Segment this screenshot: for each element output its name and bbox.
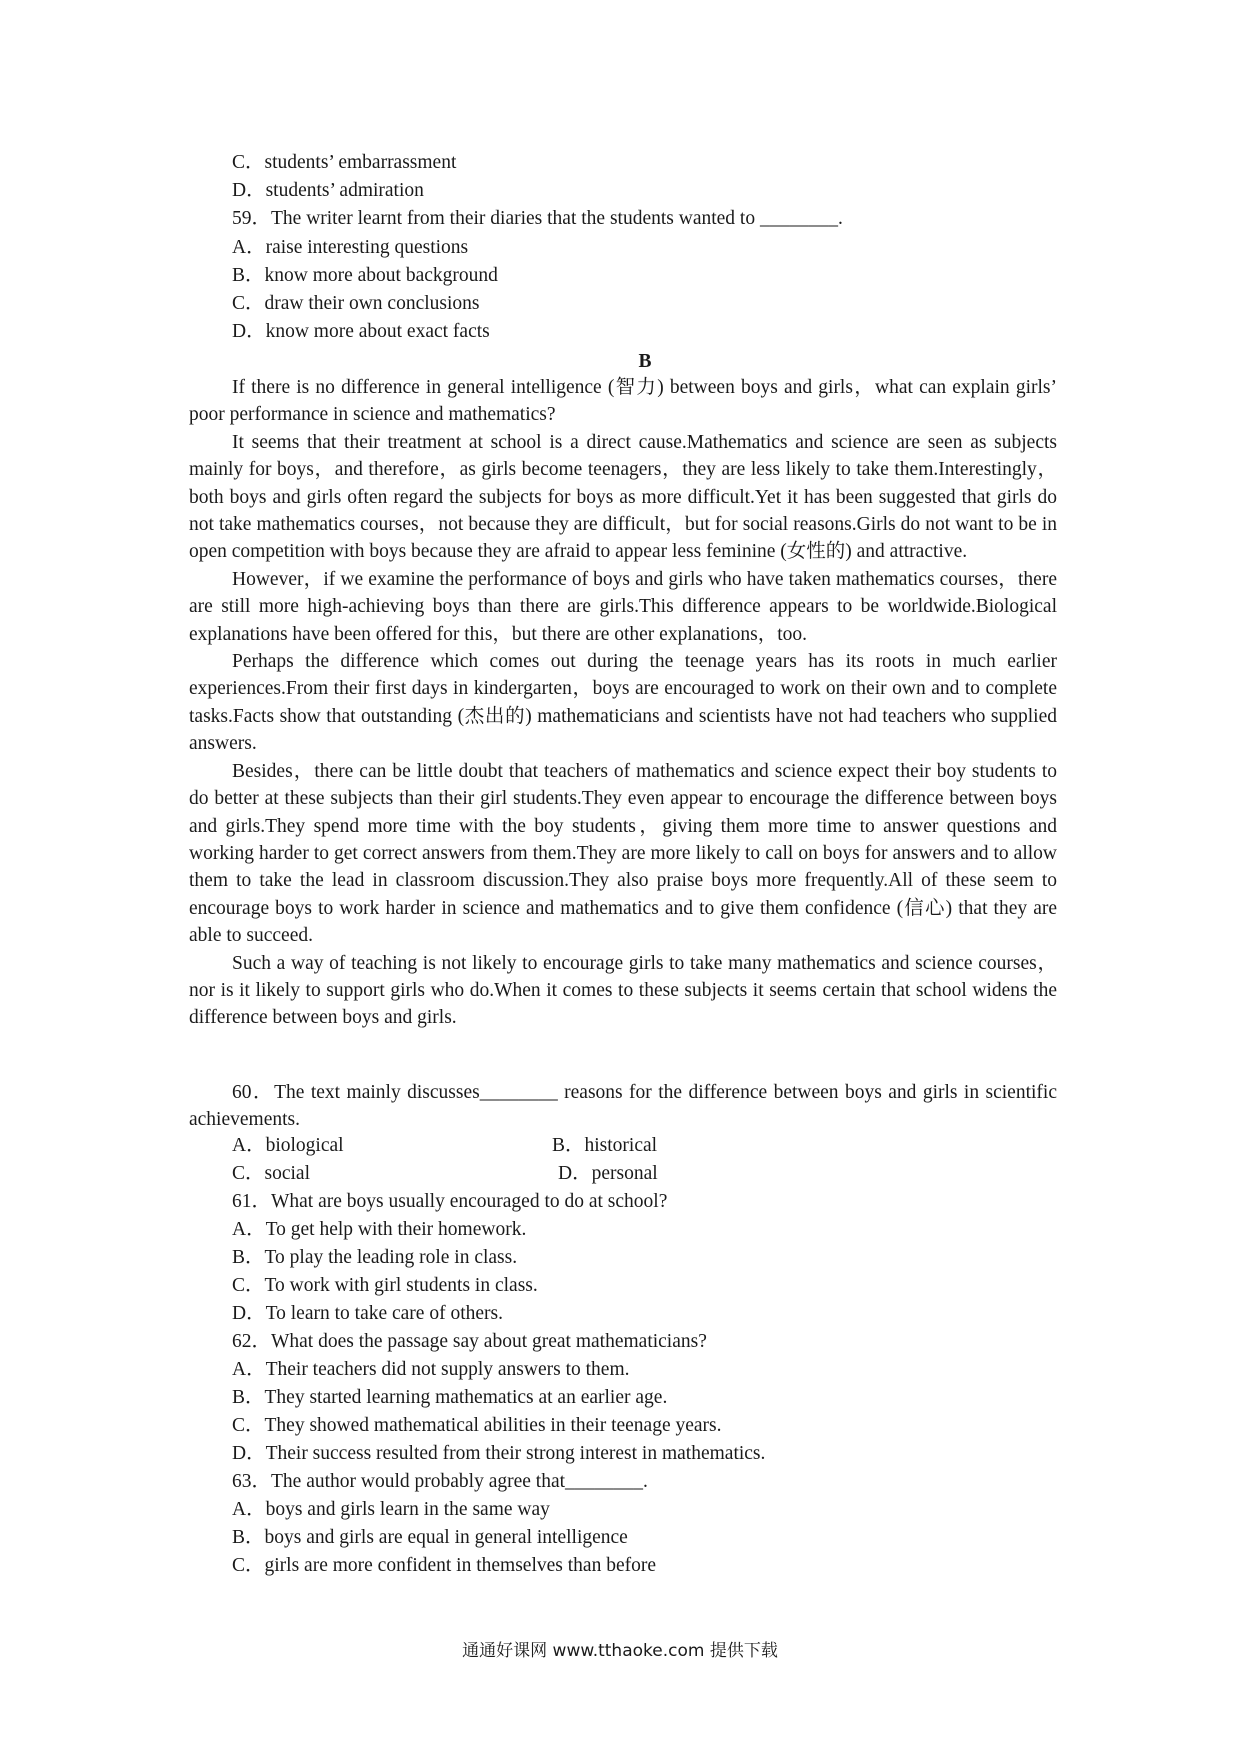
q63-option-b: B．boys and girls are equal in general intelligence <box>232 1527 628 1548</box>
q60-option-b: B．historical <box>552 1135 658 1156</box>
paragraph-6: Such a way of teaching is not likely to encourage girls to take many mathematics and science courses，nor is it likely to support girls who do.When it comes to these subjects it seems certain that school widens the difference between boys and girls. <box>189 952 1057 1029</box>
q61-option-c: C．To work with girl students in class. <box>232 1275 538 1296</box>
q62-option-b: B．They started learning mathematics at an earlier age. <box>232 1387 668 1408</box>
q61-stem: 61．What are boys usually encouraged to do at school? <box>232 1191 668 1212</box>
q61-option-b: B．To play the leading role in class. <box>232 1247 518 1268</box>
q60-stem: 60．The text mainly discusses________ reasons for the difference between boys and girls in scientific achievements. <box>189 1082 1057 1131</box>
q63-stem: 63．The author would probably agree that________. <box>232 1471 648 1492</box>
q62-option-a: A．Their teachers did not supply answers to them. <box>232 1359 630 1380</box>
paragraph-1: If there is no difference in general intelligence (智力) between boys and girls，what can explain girls’ poor performance in science and mathematics? <box>189 377 1057 426</box>
q62-option-c: C．They showed mathematical abilities in their teenage years. <box>232 1415 722 1436</box>
q61-option-a: A．To get help with their homework. <box>232 1219 527 1240</box>
q59-option-a: A．raise interesting questions <box>232 237 469 258</box>
q59-stem: 59．The writer learnt from their diaries that the students wanted to ________. <box>232 208 843 229</box>
q61-option-d: D．To learn to take care of others. <box>232 1303 503 1324</box>
q59-option-c: C．draw their own conclusions <box>232 293 480 314</box>
q62-stem: 62．What does the passage say about great mathematicians? <box>232 1331 707 1352</box>
section-label: B <box>638 351 652 372</box>
paragraph-3: However，if we examine the performance of boys and girls who have taken mathematics courses，there are still more high-achieving boys than there are girls.This difference appears to be worldwide.Biological explanations have been offered for this，but there are other explanations，too. <box>189 568 1057 645</box>
prev-option-c: C．students’ embarrassment <box>232 152 457 173</box>
paragraph-2: It seems that their treatment at school is a direct cause.Mathematics and science are seen as subjects mainly for boys，and therefore，as girls become teenagers，they are less likely to take them.Interestingly，both boys and girls often regard the subjects for boys as more difficult.Yet it has been suggested that girls do not take mathematics courses，not because they are difficult，but for social reasons.Girls do not want to be in open competition with boys because they are afraid to appear less feminine (女性的) and attractive. <box>189 431 1057 563</box>
paragraph-4: Perhaps the difference which comes out during the teenage years has its roots in much earlier experiences.From their first days in kindergarten，boys are encouraged to work on their own and to complete tasks.Facts show that outstanding (杰出的) mathematicians and scientists have not had teachers who supplied answers. <box>189 651 1057 755</box>
passage <box>189 374 1057 1032</box>
page-footer: 通通好课网 www.tthaoke.com 提供下载 <box>462 1641 778 1661</box>
paragraph-5: Besides，there can be little doubt that teachers of mathematics and science expect their boy students to do better at these subjects than their girl students.They even appear to encourage the difference between boys and girls.They spend more time with the boy students，giving them more time to answer questions and working harder to get correct answers from them.They are more likely to call on boys for answers and to allow them to take the lead in classroom discussion.They also praise boys more frequently.All of these seem to encourage boys to work harder in science and mathematics and to give them confidence (信心) that they are able to succeed. <box>189 760 1057 947</box>
q59-option-d: D．know more about exact facts <box>232 321 490 342</box>
q60-option-c: C．social <box>232 1163 310 1184</box>
q60-option-a: A．biological <box>232 1135 344 1156</box>
q59-option-b: B．know more about background <box>232 265 498 286</box>
q60-option-d: D．personal <box>558 1163 658 1184</box>
q62-option-d: D．Their success resulted from their strong interest in mathematics. <box>232 1443 766 1464</box>
q63-option-c: C．girls are more confident in themselves than before <box>232 1555 656 1576</box>
q63-option-a: A．boys and girls learn in the same way <box>232 1499 550 1520</box>
prev-option-d: D．students’ admiration <box>232 180 424 201</box>
